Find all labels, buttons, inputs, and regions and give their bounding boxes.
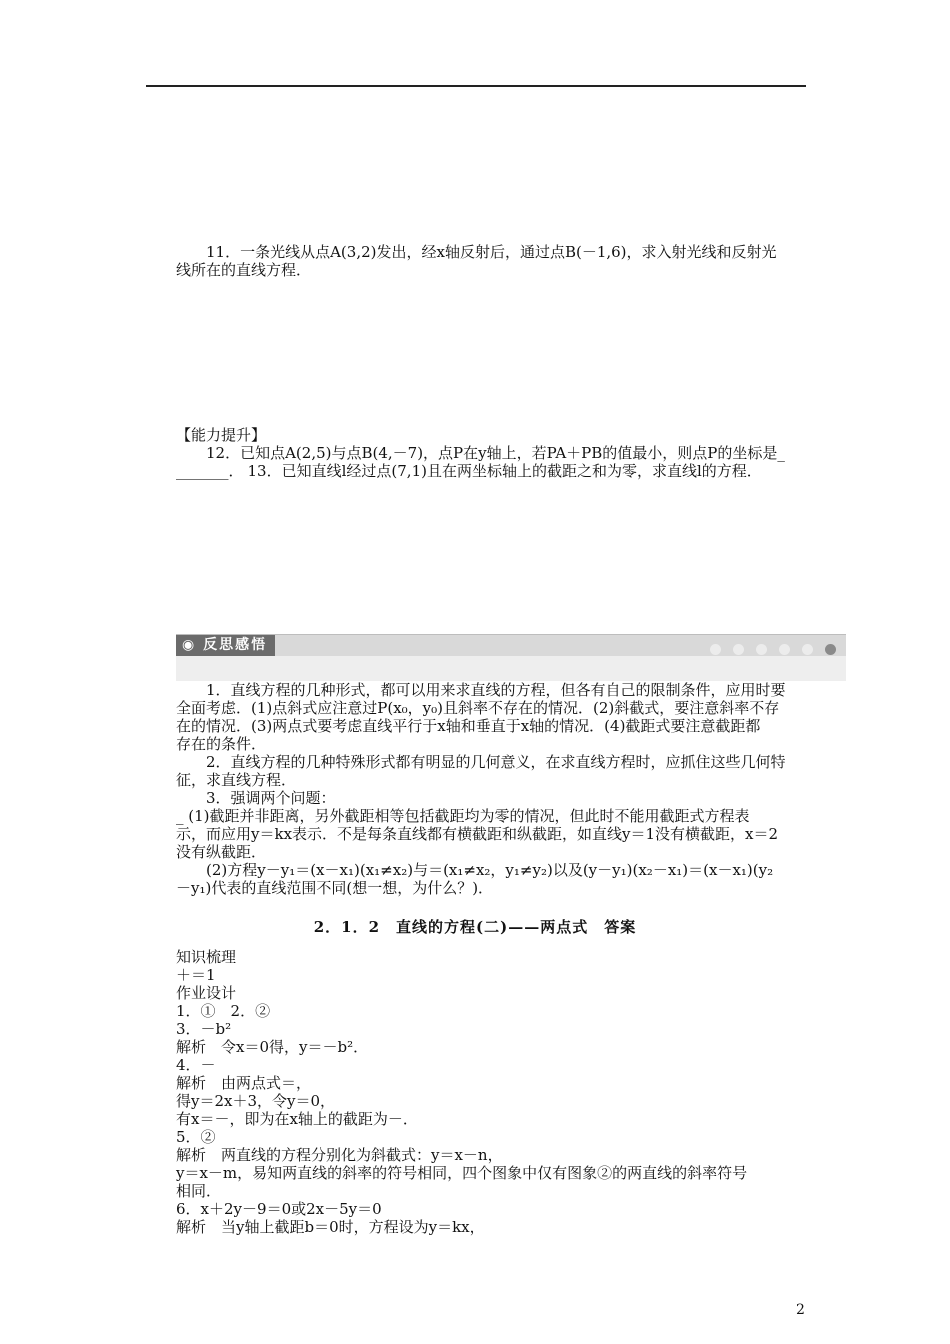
dot-icon: [710, 644, 721, 655]
reflection-p1-l2: 全面考虑．(1)点斜式应注意过P(x₀，y₀)且斜率不存在的情况．(2)斜截式，要注意斜率不存: [176, 699, 780, 717]
reflection-p2-l1: 2．直线方程的几种特殊形式都有明显的几何意义，在求直线方程时，应抓住这些几何特: [206, 753, 786, 771]
reflection-band: [176, 656, 846, 681]
reflection-p3-l1: 3．强调两个问题：: [206, 789, 336, 807]
answer-line: 解析 两直线的方程分别化为斜截式：y＝x－n，: [176, 1146, 503, 1164]
q13: 13．已知直线l经过点(7,1)且在两坐标轴上的截距之和为零，求直线l的方程．: [247, 462, 762, 480]
answer-line: 解析 由两点式＝，: [176, 1074, 312, 1092]
reflection-p1-l4: 存在的条件．: [176, 735, 267, 753]
answer-line: 作业设计: [176, 984, 237, 1002]
answers-list: [176, 948, 808, 1236]
answer-title: 2．1．2 直线的方程(二)——两点式 答案: [313, 918, 637, 936]
q11-line2: 线所在的直线方程．: [176, 261, 312, 279]
reflection-header: ◉ 反思感悟: [176, 635, 275, 656]
reflection-p2-l2: 征，求直线方程．: [176, 771, 297, 789]
answer-line: 3．－b²: [176, 1020, 232, 1038]
answer-line: ＋＝1: [176, 966, 216, 984]
answer-line: 相同．: [176, 1182, 222, 1200]
q12-line2: _______．: [176, 462, 244, 480]
answer-line: 解析 当y轴上截距b＝0时，方程设为y＝kx，: [176, 1218, 485, 1236]
header-rule: [146, 85, 806, 87]
reflection-p3-l2: _ (1)截距并非距离，另外截距相等包括截距均为零的情况，但此时不能用截距式方程表: [176, 807, 750, 825]
dot-icon: [802, 644, 813, 655]
reflection-p3-l3: 示，而应用y＝kx表示．不是每条直线都有横截距和纵截距，如直线y＝1没有横截距，x＝2: [176, 825, 779, 843]
answer-line: 4．－: [176, 1056, 216, 1074]
reflection-header-bar: [176, 634, 846, 656]
dot-icon: [779, 644, 790, 655]
dot-icon: [756, 644, 767, 655]
answer-line: 得y＝2x＋3，令y＝0，: [176, 1092, 336, 1110]
q12-line1: 12．已知点A(2,5)与点B(4,－7)，点P在y轴上，若PA＋PB的值最小，则点P的坐标是_: [206, 444, 785, 462]
answer-line: 有x＝－，即为在x轴上的截距为－．: [176, 1110, 418, 1128]
reflection-p3-l5: (2)方程y－y₁＝(x－x₁)(x₁≠x₂)与＝(x₁≠x₂，y₁≠y₂)以及(y－y₁)(x₂－x₁)＝(x－x₁)(y₂: [206, 861, 774, 879]
dot-icon: [825, 644, 836, 655]
question-11: [176, 243, 808, 279]
dot-icon: [733, 644, 744, 655]
reflection-p1-l1: 1．直线方程的几种形式，都可以用来求直线的方程，但各有自己的限制条件，应用时要: [206, 681, 786, 699]
answer-line: 6．x＋2y－9＝0或2x－5y＝0: [176, 1200, 382, 1218]
reflection-p3-l6: －y₁)代表的直线范围不同(想一想，为什么？)．: [176, 879, 494, 897]
reflection-p1-l3: 在的情况．(3)两点式要考虑直线平行于x轴和垂直于x轴的情况．(4)截距式要注意截距都: [176, 717, 761, 735]
q12-q13-row: [176, 462, 808, 480]
section-heading: 【能力提升】: [176, 426, 267, 444]
q11-line1: 11．一条光线从点A(3,2)发出，经x轴反射后，通过点B(－1,6)，求入射光线和反射光: [206, 243, 777, 261]
answer-line: 解析 令x＝0得，y＝－b²．: [176, 1038, 369, 1056]
answer-line: 5．②: [176, 1128, 216, 1146]
answer-line: 1．① 2．②: [176, 1002, 271, 1020]
reflection-body: [176, 681, 808, 897]
page-number: 2: [796, 1302, 805, 1318]
answer-line: y＝x－m，易知两直线的斜率的符号相同，四个图象中仅有图象②的两直线的斜率符号: [176, 1164, 748, 1182]
ability-section: [176, 426, 808, 480]
answer-line: 知识梳理: [176, 948, 237, 966]
reflection-p3-l4: 没有纵截距．: [176, 843, 267, 861]
